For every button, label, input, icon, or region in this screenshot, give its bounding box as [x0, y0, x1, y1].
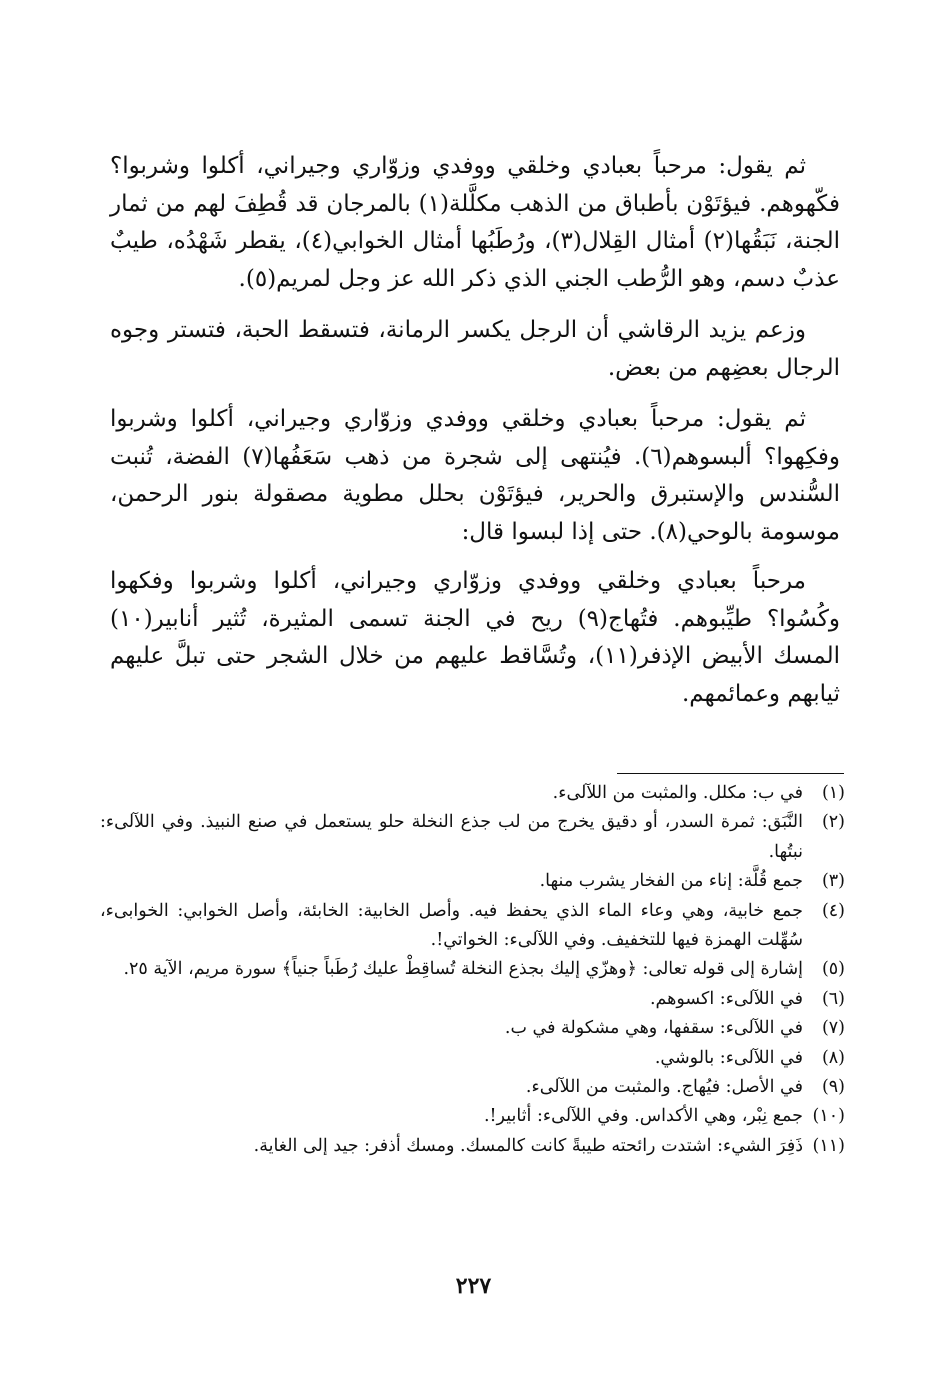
footnote-text: في اللآلىء: سقفها، وهي مشكولة في ب.	[504, 1018, 803, 1039]
footnote-number: (٩)	[821, 1077, 845, 1098]
footnote-number: (٢)	[821, 812, 845, 833]
footnote-text: في ب: مكلل. والمثبت من اللآلىء.	[552, 783, 803, 803]
footnote-number: (٨)	[821, 1047, 845, 1068]
footnote-text: في اللآلىء: بالوشي.	[654, 1047, 803, 1068]
paragraph-1: ثم يقول: مرحباً بعبادي وخلقي ووفدي وزوّاري وجيراني، أكلوا وشربوا؟ فكّهوهم. فيؤتَوْن بأطباق من الذهب مكلَّلة(١) بالمرجان قد قُطِفَ لهم من ثمار الجنة، نَبَقُها(٢) أمثال القِلال(٣)، ورُطَبُها أمثال الخوابي(٤)، يقطر شَهْدُه، طيبٌ عذبٌ دسم، وهو الرُّطب الجني الذي ذكر الله عز وجل لمريم(٥).	[110, 153, 840, 292]
page-number: ٢٢٧	[455, 1273, 492, 1299]
footnote-number: (٧)	[821, 1018, 845, 1039]
footnote-separator	[617, 773, 844, 774]
footnote	[100, 1014, 845, 1043]
footnote-text: النَّبَق: ثمرة السدر، أو دقيق يخرج من لب جذع النخلة حلو يستعمل في صنع النبيذ. وفي اللآلىء: نبتُها.	[100, 812, 803, 862]
footnote-text: في اللآلىء: اكسوهم.	[649, 988, 803, 1009]
paragraph-4: مرحباً بعبادي وخلقي ووفدي وزوّاري وجيراني، أكلوا وشربوا وفكهوا وكُسُوا؟ طيِّبوهم. فتُهاج(٩) ريح في الجنة تسمى المثيرة، تُثير أنابير(١٠) المسك الأبيض الإذفر(١١)، وتُسَّاقط عليهم من خلال الشجر حتى تبلَّ عليهم ثيابهم وعمائمهم.	[110, 568, 840, 707]
footnote	[100, 1073, 845, 1102]
footnote-number: (١٠)	[812, 1106, 845, 1127]
footnote	[100, 867, 845, 896]
footnote-text: إشارة إلى قوله تعالى: ﴿وهزّي إليك بجذع النخلة تُساقِطْ عليك رُطَباً جنياً﴾ سورة مريم، الآية ٢٥.	[123, 959, 803, 980]
footnote	[100, 955, 845, 984]
footnote-number: (٥)	[821, 959, 845, 980]
footnote-number: (٤)	[821, 900, 845, 921]
footnote	[100, 1132, 845, 1161]
footnote-text: جمع قُلَّة: إناء من الفخار يشرب منها.	[539, 871, 803, 892]
footnote-text: ذَفِرَ الشيء: اشتدت رائحته طيبةً كانت كالمسك. ومسك أذفر: جيد إلى الغاية.	[253, 1135, 803, 1156]
footnote-text: في الأصل: فيُهاج. والمثبت من اللآلىء.	[525, 1077, 803, 1098]
footnote	[100, 779, 845, 808]
footnote-text: جمع نِبْر، وهي الأكداس. وفي اللآلىء: أثابير!.	[483, 1106, 803, 1127]
footnote	[100, 985, 845, 1014]
main-text	[110, 148, 840, 727]
footnote	[100, 897, 845, 956]
paragraph-2: وزعم يزيد الرقاشي أن الرجل يكسر الرمانة، فتسقط الحبة، فتستر وجوه الرجال بعضِهم من بعض.	[110, 317, 840, 381]
footnote	[100, 1102, 845, 1131]
footnote-text: جمع خابية، وهي وعاء الماء الذي يحفظ فيه. وأصل الخابية: الخابئة، وأصل الخوابي: الخوابىء، سُهِّلت الهمزة فيها للتخفيف. وفي اللآلىء: الخواتي!.	[100, 900, 803, 951]
footnote-number: (١)	[821, 783, 845, 803]
footnote	[100, 1044, 845, 1073]
footnotes-list	[100, 779, 845, 1161]
footnote-number: (٣)	[821, 871, 845, 892]
paragraph-3: ثم يقول: مرحباً بعبادي وخلقي ووفدي وزوّاري وجيراني، أكلوا وشربوا وفكِهوا؟ ألبسوهم(٦). فيُنتهى إلى شجرة من ذهب سَعَفُها(٧) الفضة، تُنبت السُّندس والإستبرق والحرير، فيؤتَوْن بحلل مطوية مصقولة بنور الرحمن، موسومة بالوحي(٨). حتى إذا لبسوا قال:	[110, 406, 841, 545]
footnote-number: (١١)	[812, 1135, 845, 1156]
footnote-number: (٦)	[821, 988, 845, 1009]
footnote	[100, 808, 845, 867]
